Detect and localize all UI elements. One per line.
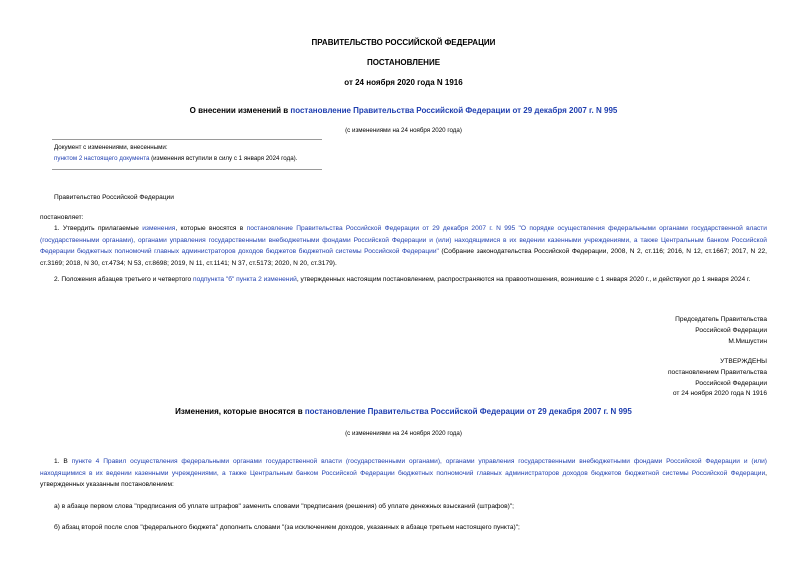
p1-link-changes[interactable]: изменения bbox=[142, 225, 176, 232]
p2-link[interactable]: подпункта "б" пункта 2 изменений bbox=[193, 276, 297, 283]
issuer-text: Правительство Российской Федерации bbox=[54, 194, 174, 201]
document-date: от 24 ноября 2020 года N 1916 bbox=[344, 78, 463, 87]
approved-country: Российской Федерации bbox=[695, 380, 767, 387]
annex-title bbox=[0, 407, 807, 416]
signature-position: Председатель Правительства bbox=[675, 316, 767, 323]
p1-text-c: (Собрание законодательства Российской Федерации, 2008, N 2, ст.116; 2016, N 12, ст.1667; 2017, N 22, ст.3169; 2018, N 30, ст.4734; N 53, ст.8698; 2019, N 11, ст.1141; N 37, ст.5173; 2020, N 20, ст.3179). bbox=[40, 248, 767, 267]
annex-item-a: а) в абзаце первом слова "предписания об уплате штрафов" заменить словами "предписания (решения) об уплате денежных взысканий (штрафов)"; bbox=[54, 503, 514, 510]
paragraph-1 bbox=[40, 223, 767, 269]
changes-box-tail: (изменения вступили в силу с 1 января 2024 года). bbox=[149, 155, 298, 162]
changes-box-link[interactable]: пунктом 2 настоящего документа bbox=[54, 155, 150, 162]
annex-p1-link[interactable]: пункте 4 Правил осуществления федеральными органами государственной власти (государственными органами), органами управления государственными внебюджетными фондами Российской Федерации и (или) находящимися в их ведении казенными учреждениями, а также Центральным банком Российской Федерации бюджетных полномочий главных администраторов доходов бюджетов бюджетной системы Российской Федерации bbox=[40, 458, 767, 477]
annex-p1-text-b: , утвержденных указанным постановлением: bbox=[40, 469, 767, 488]
document-title bbox=[0, 106, 807, 115]
p2-text-a: 2. Положения абзацев третьего и четвертого bbox=[54, 276, 194, 283]
annex-paragraph-1 bbox=[40, 456, 767, 491]
paragraph-2 bbox=[40, 274, 767, 286]
annex-title-prefix: Изменения, которые вносятся в bbox=[175, 407, 305, 416]
approved-heading: УТВЕРЖДЕНЫ bbox=[720, 358, 767, 365]
annex-item-b: б) абзац второй после слов "федерального бюджета" дополнить словами "(за исключением доходов, указанных в абзаце третьем настоящего пункта)"; bbox=[54, 524, 520, 531]
document-type: ПОСТАНОВЛЕНИЕ bbox=[366, 58, 441, 67]
title-changes-note: (с изменениями на 24 ноября 2020 года) bbox=[345, 127, 462, 134]
p2-text-b: , утвержденных настоящим постановлением, распространяются на правоотношения, возникшие с 1 января 2020 г., и действуют до 1 января 2024 г. bbox=[296, 276, 751, 283]
p1-link-resolution[interactable]: постановление Правительства Российской Федерации от 29 декабря 2007 г. N 995 "О порядке осуществления федеральными органами государственной власти (государственными органами), органами управления государственными внебюджетными фондами Российской Федерации и (или) находящимися в их ведении казенными учреждениями, а также Центральным банком Российской Федерации бюджетных полномочий главных администраторов доходов бюджетов бюджетной системы Российской Федерации" bbox=[40, 225, 767, 255]
annex-p1-text-a: 1. В bbox=[54, 458, 72, 465]
approved-by: постановлением Правительства bbox=[667, 369, 767, 376]
annex-title-link[interactable]: постановление Правительства Российской Федерации от 29 декабря 2007 г. N 995 bbox=[304, 407, 632, 416]
p1-text-b: , которые вносятся в bbox=[175, 225, 247, 232]
changes-box-entry bbox=[54, 155, 297, 162]
annex-changes-note: (с изменениями на 24 ноября 2020 года) bbox=[345, 430, 462, 437]
changes-box-label: Документ с изменениями, внесенными: bbox=[54, 144, 168, 151]
p1-text-a: 1. Утвердить прилагаемые bbox=[54, 225, 143, 232]
signature-country: Российской Федерации bbox=[695, 327, 767, 334]
changes-box-top-rule bbox=[52, 139, 322, 140]
signature-name: М.Мишустин bbox=[728, 338, 767, 345]
approved-date: от 24 ноября 2020 года N 1916 bbox=[672, 390, 767, 397]
changes-box-bottom-rule bbox=[52, 169, 322, 170]
title-link[interactable]: постановление Правительства Российской Федерации от 29 декабря 2007 г. N 995 bbox=[290, 106, 618, 115]
resolves-text: постановляет: bbox=[40, 214, 84, 221]
government-heading: ПРАВИТЕЛЬСТВО РОССИЙСКОЙ ФЕДЕРАЦИИ bbox=[311, 38, 496, 47]
title-prefix: О внесении изменений в bbox=[189, 106, 291, 115]
